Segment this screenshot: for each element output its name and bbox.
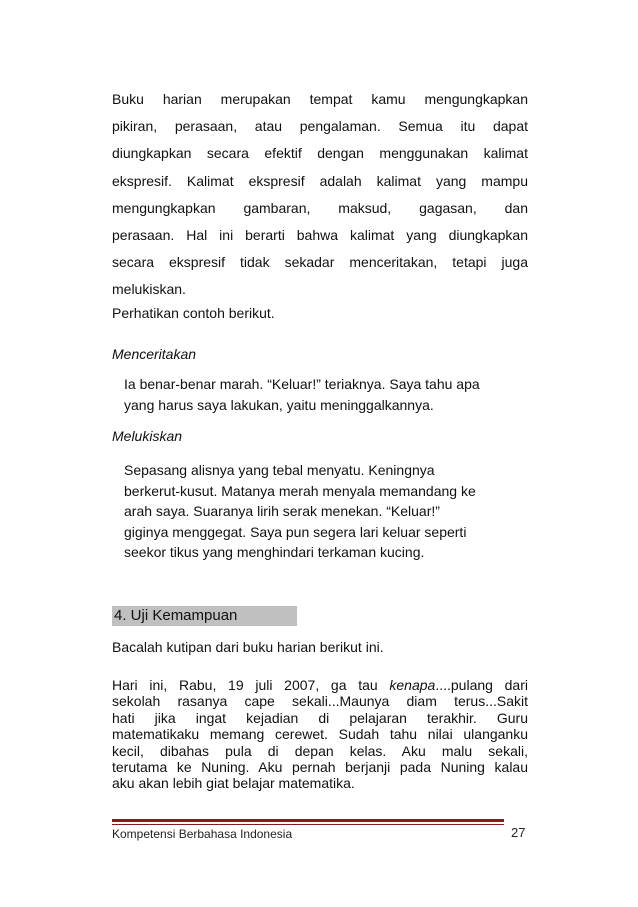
menceritakan-label: Menceritakan bbox=[112, 346, 197, 362]
example-line: giginya menggegat. Saya pun segera lari keluar seperti bbox=[124, 523, 467, 540]
example-line: Ia benar-benar marah. “Keluar!” teriaknya. Saya tahu apa bbox=[124, 376, 480, 392]
menceritakan-example bbox=[124, 374, 534, 415]
footer-title: Kompetensi Berbahasa Indonesia bbox=[112, 827, 293, 841]
intro-line: diungkapkan secara efektif dengan menggunakan kalimat bbox=[112, 145, 528, 162]
diary-line bbox=[112, 677, 528, 693]
diary-line: aku akan lebih giat belajar matematika. bbox=[112, 775, 355, 792]
diary-line: sekolah rasanya cape sekali...Maunya diam terus...Sakit bbox=[112, 693, 528, 710]
intro-line: melukiskan. bbox=[112, 281, 186, 298]
diary-text: ....pulang dari bbox=[435, 677, 528, 693]
example-line: berkerut-kusut. Matanya merah menyala memandang ke bbox=[124, 482, 476, 499]
footer-rule-thin bbox=[112, 824, 504, 825]
intro-note: Perhatikan contoh berikut. bbox=[112, 305, 275, 321]
intro-line: secara ekspresif tidak sekadar menceritakan, tetapi juga bbox=[112, 254, 528, 271]
example-line: Sepasang alisnya yang tebal menyatu. Keningnya bbox=[124, 462, 435, 478]
page-number: 27 bbox=[511, 825, 526, 840]
diary-line: matematikaku memang cerewet. Sudah tahu nilai ulanganku bbox=[112, 726, 528, 743]
diary-line: hati jika ingat kejadian di pelajaran terakhir. Guru bbox=[112, 709, 528, 726]
intro-line: perasaan. Hal ini berarti bahwa kalimat yang diungkapkan bbox=[112, 226, 528, 243]
diary-text: Hari ini, Rabu, 19 juli 2007, ga tau bbox=[112, 677, 390, 693]
intro-line: Buku harian merupakan tempat kamu mengungkapkan bbox=[112, 91, 528, 107]
diary-line: kecil, dibahas pula di depan kelas. Aku malu sekali, bbox=[112, 742, 528, 759]
section-heading: 4. Uji Kemampuan bbox=[114, 607, 238, 624]
diary-italic-word: kenapa bbox=[389, 677, 436, 693]
intro-line: ekspresif. Kalimat ekspresif adalah kalimat yang mampu bbox=[112, 172, 528, 189]
melukiskan-label: Melukiskan bbox=[112, 428, 183, 444]
diary-line: terutama ke Nuning. Aku pernah berjanji pada Nuning kalau bbox=[112, 759, 528, 776]
melukiskan-example bbox=[124, 460, 534, 563]
section-instruction: Bacalah kutipan dari buku harian berikut ini. bbox=[112, 639, 384, 655]
intro-line: mengungkapkan gambaran, maksud, gagasan, dan bbox=[112, 199, 528, 216]
example-line: seekor tikus yang menghindari terkaman kucing. bbox=[124, 544, 425, 560]
footer-rule bbox=[112, 819, 504, 822]
diary-excerpt bbox=[112, 677, 528, 792]
intro-paragraph bbox=[112, 86, 528, 304]
intro-line: pikiran, perasaan, atau pengalaman. Semua itu dapat bbox=[112, 118, 528, 135]
example-line: yang harus saya lakukan, yaitu meninggalkannya. bbox=[124, 396, 434, 413]
example-line: arah saya. Suaranya lirih serak menekan. “Keluar!” bbox=[124, 503, 440, 519]
